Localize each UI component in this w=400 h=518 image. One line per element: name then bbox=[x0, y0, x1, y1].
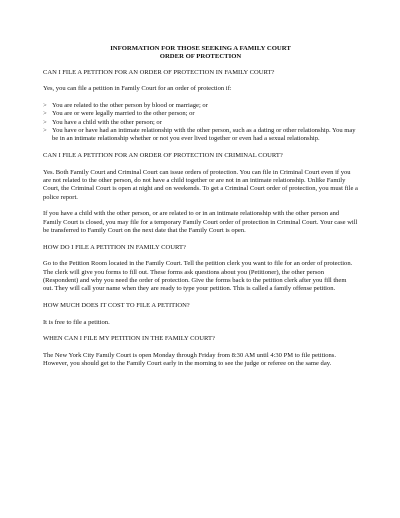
list-marker: > bbox=[43, 118, 47, 126]
eligibility-list bbox=[43, 102, 358, 144]
list-marker: > bbox=[43, 127, 47, 135]
section-paragraph: Yes. Both Family Court and Criminal Court can issue orders of protection. You can file in Criminal Court even if you are not related to the other person, do not have a child together or are not in an intimate relationship. Unlike Family Court, the Criminal Court is open at night and on weekends. To get a Criminal Court order of protection, you must file a police report. bbox=[43, 168, 358, 201]
section-heading-cost: HOW MUCH DOES IT COST TO FILE A PETITION? bbox=[43, 302, 190, 310]
list-item-text: You have or have had an intimate relationship with the other person, such as a dating or other relationship. You may be in an intimate relationship whether or not you ever lived together or even had a sexual relationship. bbox=[52, 127, 356, 143]
list-item bbox=[43, 119, 358, 127]
section-heading-when-to-file: WHEN CAN I FILE MY PETITION IN THE FAMILY COURT? bbox=[43, 335, 215, 343]
section-paragraph: The New York City Family Court is open Monday through Friday from 8:30 AM until 4:30 PM to file petitions. However, you should get to the Family Court early in the morning to see the judge or referee on the same day. bbox=[43, 351, 336, 368]
list-marker: > bbox=[43, 110, 47, 118]
list-marker: > bbox=[43, 102, 47, 110]
section-paragraph: Go to the Petition Room located in the Family Court. Tell the petition clerk you want to file for an order of protection. The clerk will give you forms to fill out. These forms ask questions about you (Petitioner), the other person (Respondent) and why you need the order of protection. Give the forms back to the petition clerk after you fill them out. They will call your name when they are ready to type your petition. This is called a family offense petition. bbox=[43, 260, 353, 293]
list-item bbox=[43, 110, 358, 118]
section-paragraph: Yes, you can file a petition in Family Court for an order of protection if: bbox=[43, 85, 232, 93]
list-item-text: You have a child with the other person; or bbox=[52, 118, 162, 126]
title-line-2: ORDER OF PROTECTION bbox=[159, 53, 242, 61]
list-item-text: You are or were legally married to the other person; or bbox=[52, 110, 195, 118]
list-item-text: You are related to the other person by blood or marriage; or bbox=[52, 102, 208, 110]
list-item bbox=[43, 127, 358, 144]
section-paragraph: It is free to file a petition. bbox=[43, 318, 110, 326]
list-item bbox=[43, 102, 358, 110]
document-title bbox=[43, 45, 358, 62]
section-paragraph: If you have a child with the other person, or are related to or in an intimate relationship with the other person and Family Court is closed, you may file for a temporary Family Court order of protection in Criminal Court. Your case will be transferred to Family Court on the next date that the Family Court is open. bbox=[43, 210, 358, 235]
title-line-1: INFORMATION FOR THOSE SEEKING A FAMILY COURT bbox=[110, 45, 291, 52]
section-heading-how-to-file: HOW DO I FILE A PETITION IN FAMILY COURT? bbox=[43, 243, 186, 251]
section-heading-family-court: CAN I FILE A PETITION FOR AN ORDER OF PROTECTION IN FAMILY COURT? bbox=[43, 68, 275, 76]
section-heading-criminal-court: CAN I FILE A PETITION FOR AN ORDER OF PROTECTION IN CRIMINAL COURT? bbox=[43, 152, 283, 160]
